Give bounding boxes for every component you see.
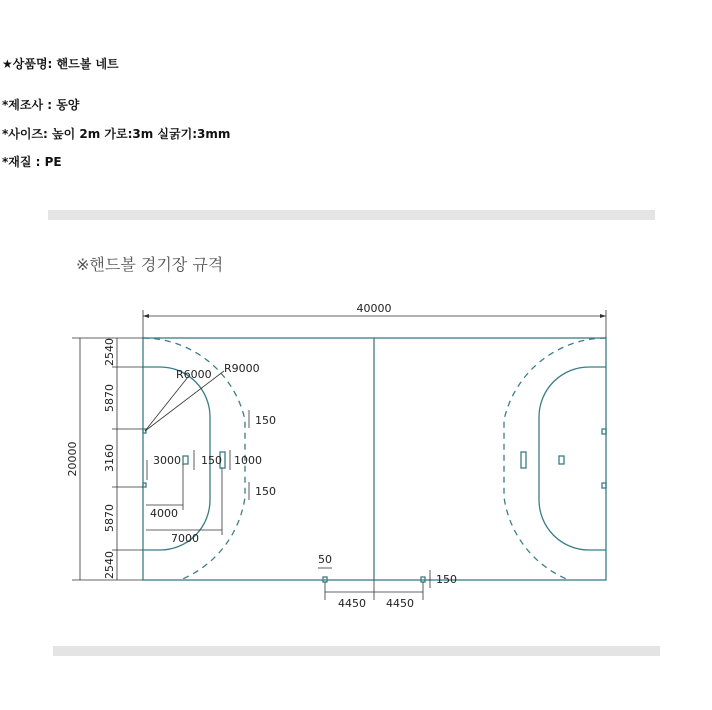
right-mark: [559, 456, 564, 464]
court-heading: ※핸드볼 경기장 규격: [76, 255, 224, 274]
goal-width-label: 3160: [103, 444, 116, 472]
length-label: 40000: [356, 302, 392, 315]
dim-150-mark: 150: [201, 454, 222, 467]
dim-4450-left: 4450: [338, 597, 366, 610]
dim-4450-right: 4450: [386, 597, 414, 610]
right-penalty-mark: [521, 452, 526, 468]
dim-150-upper: 150: [255, 414, 276, 427]
dim-1000: 1000: [234, 454, 262, 467]
dim-3000: 3000: [153, 454, 181, 467]
dim-150-lower: 150: [255, 485, 276, 498]
dim-50: 50: [318, 553, 332, 566]
manufacturer: *제조사 : 동양: [2, 98, 80, 112]
left-mark: [183, 456, 188, 464]
upper-label: 5870: [103, 384, 116, 412]
right-goal-post: [602, 483, 606, 488]
right-goal-area: [539, 367, 606, 550]
right-free-throw-line: [504, 338, 606, 580]
left-goal-post: [143, 483, 146, 487]
product-name: ★상품명: 핸드볼 네트: [2, 57, 119, 71]
dim-4000: 4000: [150, 507, 178, 520]
size-spec: *사이즈: 높이 2m 가로:3m 실굵기:3mm: [2, 127, 231, 141]
radius-6m-label: R6000: [176, 368, 212, 381]
dim-7000: 7000: [171, 532, 199, 545]
dim-150-sub: 150: [436, 573, 457, 586]
lower-label: 5870: [103, 504, 116, 532]
side-top-label: 2540: [103, 338, 116, 366]
right-goal-post: [602, 429, 606, 434]
material-spec: *재질 : PE: [2, 155, 62, 169]
width-label: 20000: [66, 441, 79, 477]
radius-9m-label: R9000: [224, 362, 260, 375]
side-bottom-label: 2540: [103, 551, 116, 579]
